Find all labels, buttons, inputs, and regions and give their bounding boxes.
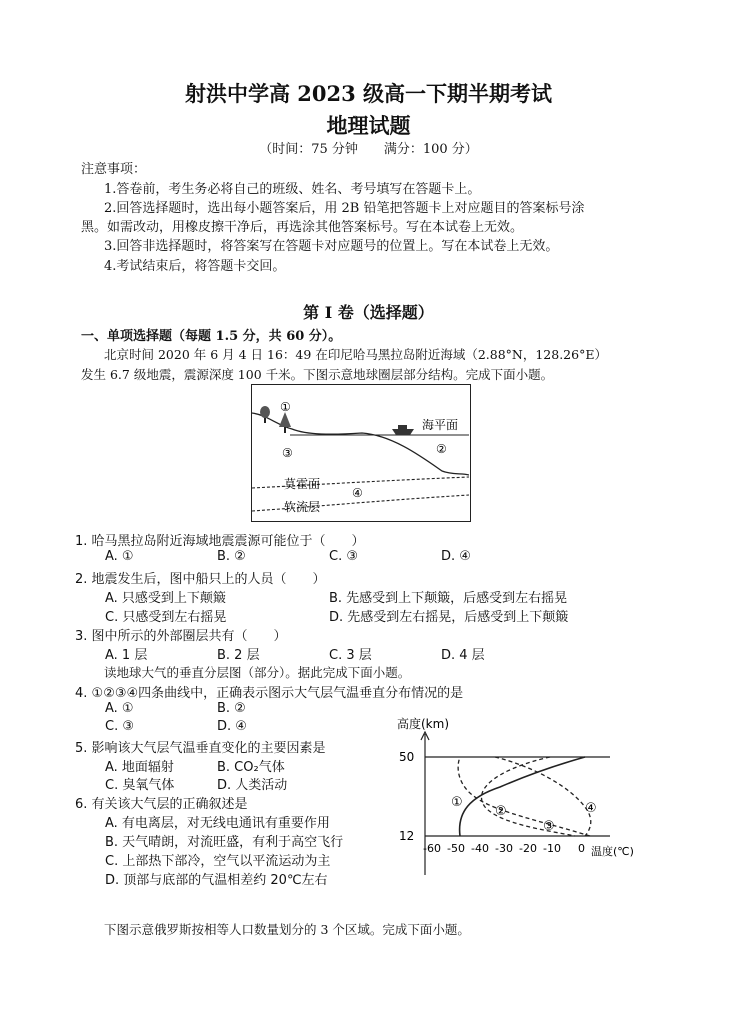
q3-option-c[interactable]: C. 3 层 — [329, 648, 372, 663]
note-4: 4.考试结束后，将答题卡交回。 — [104, 259, 286, 274]
q6-option-a[interactable]: A. 有电离层，对无线电通讯有重要作用 — [105, 816, 330, 831]
note-2a: 2.回答选择题时，选出每小题答案后，用 2B 铅笔把答题卡上对应题目的答案标号涂 — [104, 201, 585, 216]
marker-3: ③ — [282, 446, 293, 460]
chart-ylabel: 高度(km) — [397, 717, 450, 731]
q6-option-c[interactable]: C. 上部热下部冷，空气以平流运动为主 — [105, 854, 331, 869]
notes-heading: 注意事项： — [81, 162, 147, 177]
q3-stem: 3. 图中所示的外部圈层共有（ ） — [75, 629, 287, 644]
q4-option-a[interactable]: A. ① — [105, 701, 134, 716]
passage3: 下图示意俄罗斯按相等人口数量划分的 3 个区域。完成下面小题。 — [104, 922, 470, 937]
q1-stem: 1. 哈马黑拉岛附近海域地震震源可能位于（ ） — [75, 534, 365, 549]
q6-option-d[interactable]: D. 顶部与底部的气温相差约 20℃左右 — [105, 873, 328, 888]
q4-stem: 4. ①②③④四条曲线中，正确表示图示大气层气温垂直分布情况的是 — [75, 686, 464, 701]
y-tick-50: 50 — [399, 750, 415, 764]
note-1: 1.答卷前，考生务必将自己的班级、姓名、考号填写在答题卡上。 — [104, 182, 481, 197]
q3-option-b[interactable]: B. 2 层 — [217, 648, 260, 663]
passage2: 读地球大气的垂直分层图（部分）。据此完成下面小题。 — [104, 665, 411, 680]
marker-4: ④ — [352, 486, 363, 500]
tree-icon — [279, 412, 291, 433]
curve-label-3: ③ — [543, 819, 555, 834]
q3-option-d[interactable]: D. 4 层 — [441, 648, 485, 663]
curve-label-1: ① — [451, 795, 463, 810]
q2-option-b[interactable]: B. 先感受到上下颠簸，后感受到左右摇晃 — [329, 591, 568, 606]
curve-1 — [460, 757, 585, 836]
q4-option-b[interactable]: B. ② — [217, 701, 246, 716]
q5-stem: 5. 影响该大气层气温垂直变化的主要因素是 — [75, 741, 326, 756]
q2-option-c[interactable]: C. 只感受到左右摇晃 — [105, 610, 227, 625]
q5-option-d[interactable]: D. 人类活动 — [217, 778, 288, 793]
q1-option-b[interactable]: B. ② — [217, 549, 246, 564]
x-tick--40: -40 — [471, 842, 489, 855]
chart-xlabel: 温度(℃) — [591, 845, 634, 858]
moho-label: 莫霍面 — [284, 477, 321, 491]
q4-option-c[interactable]: C. ③ — [105, 719, 134, 734]
passage1-line2: 发生 6.7 级地震，震源深度 100 千米。下图示意地球圈层部分结构。完成下面小题。 — [81, 367, 554, 382]
x-tick--30: -30 — [495, 842, 513, 855]
q4-option-d[interactable]: D. ④ — [217, 719, 247, 734]
q1-option-c[interactable]: C. ③ — [329, 549, 358, 564]
x-tick--20: -20 — [519, 842, 537, 855]
q2-stem: 2. 地震发生后，图中船只上的人员（ ） — [75, 572, 326, 587]
x-tick--50: -50 — [447, 842, 465, 855]
atmosphere-chart — [385, 712, 675, 882]
curve-label-2: ② — [495, 804, 507, 819]
section-title: 第 I 卷（选择题） — [303, 303, 434, 322]
y-tick-12: 12 — [399, 829, 415, 843]
tree-icon — [260, 406, 270, 423]
q5-option-c[interactable]: C. 臭氧气体 — [105, 778, 175, 793]
asthenosphere-label: 软流层 — [284, 500, 321, 514]
x-tick--60: -60 — [423, 842, 441, 855]
note-2b: 黑。如需改动，用橡皮擦干净后，再选涂其他答案标号。写在本试卷上无效。 — [81, 220, 524, 235]
note-3: 3.回答非选择题时，将答案写在答题卡对应题号的位置上。写在本试卷上无效。 — [104, 239, 559, 254]
x-tick--10: -10 — [543, 842, 561, 855]
q5-option-a[interactable]: A. 地面辐射 — [105, 760, 174, 775]
curve-3 — [481, 757, 575, 836]
earth-sphere-svg — [252, 385, 469, 520]
q2-option-d[interactable]: D. 先感受到左右摇晃，后感受到上下颠簸 — [329, 610, 569, 625]
q6-option-b[interactable]: B. 天气晴朗，对流旺盛，有利于高空飞行 — [105, 835, 344, 850]
exam-meta: （时间：75 分钟 满分：100 分） — [259, 142, 478, 157]
passage1-line1: 北京时间 2020 年 6 月 4 日 16：49 在印尼哈马黑拉岛附近海域（2.88°N，128.26°E） — [104, 347, 607, 362]
exam-title: 射洪中学高 2023 级高一下期半期考试 — [184, 81, 553, 106]
q2-option-a[interactable]: A. 只感受到上下颠簸 — [105, 591, 226, 606]
q3-option-a[interactable]: A. 1 层 — [105, 648, 148, 663]
q1-option-a[interactable]: A. ① — [105, 549, 134, 564]
exam-subtitle: 地理试题 — [326, 113, 411, 138]
part1-heading: 一、单项选择题（每题 1.5 分，共 60 分）。 — [81, 329, 342, 344]
q1-option-d[interactable]: D. ④ — [441, 549, 471, 564]
marker-2: ② — [436, 442, 447, 456]
x-tick-0: 0 — [578, 842, 585, 855]
earth-sphere-diagram — [251, 384, 471, 522]
marker-1: ① — [280, 400, 291, 414]
q6-stem: 6. 有关该大气层的正确叙述是 — [75, 797, 248, 812]
sea-level-label: 海平面 — [422, 418, 459, 432]
q5-option-b[interactable]: B. CO₂气体 — [217, 760, 285, 775]
ship-icon — [392, 425, 414, 435]
curve-label-4: ④ — [585, 801, 597, 816]
